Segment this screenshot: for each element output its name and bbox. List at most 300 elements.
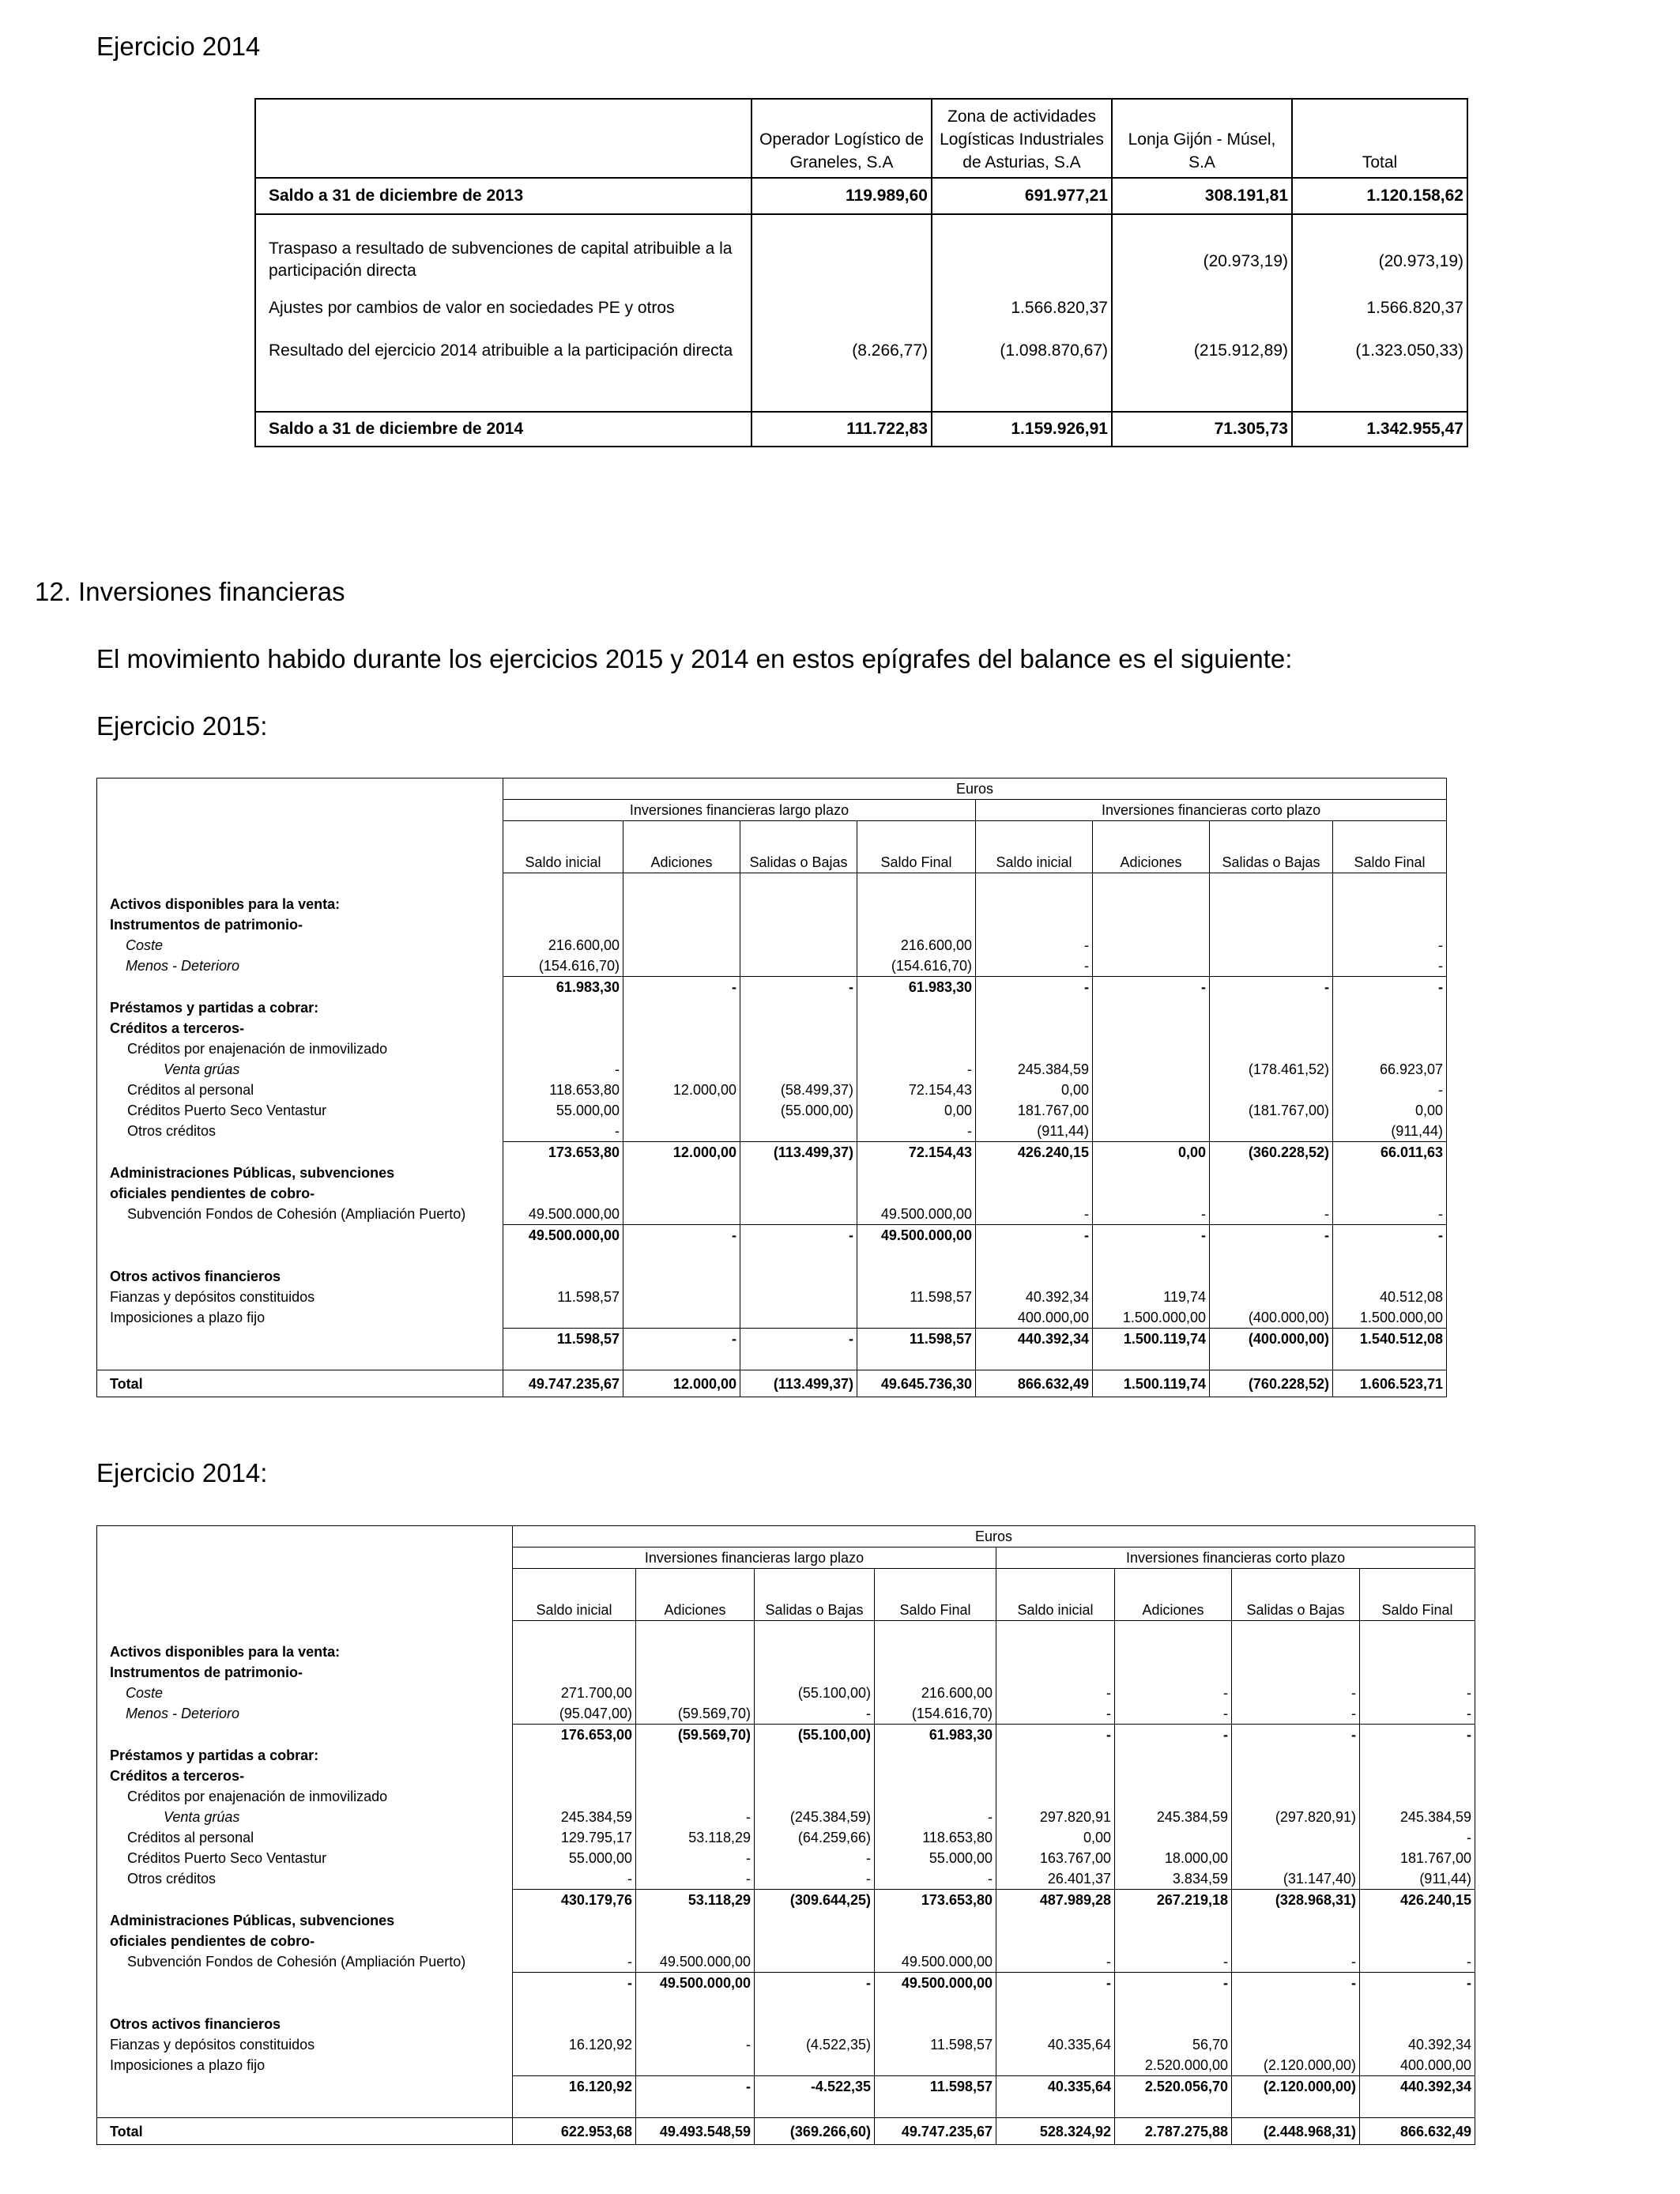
empty-cell (857, 873, 976, 895)
empty-cell (1232, 1931, 1360, 1951)
empty-cell (1232, 2014, 1360, 2034)
movement-table-2014 (96, 1525, 1475, 2145)
row-label: Créditos por enajenación de inmovilizado (97, 1786, 513, 1807)
corto-plazo-header: Inversiones financieras corto plazo (996, 1547, 1475, 1569)
empty-cell (513, 1745, 636, 1766)
empty-cell (1210, 914, 1333, 935)
cell: - (996, 1951, 1115, 1973)
empty-cell (875, 1993, 996, 2014)
empty-cell (857, 1266, 976, 1287)
cell (755, 2055, 875, 2076)
empty-cell (740, 1246, 857, 1266)
empty-cell (1115, 1745, 1232, 1766)
cell (623, 1100, 740, 1121)
col-header: Saldo inicial (503, 821, 623, 873)
cell: (911,44) (1333, 1121, 1447, 1142)
subtotal-cell: - (996, 1973, 1115, 1994)
empty-cell (1210, 1039, 1333, 1059)
empty-cell (1232, 1993, 1360, 2014)
row-label: Coste (97, 1683, 513, 1703)
cell: 2.520.000,00 (1115, 2055, 1232, 2076)
cell: (154.616,70) (503, 956, 623, 977)
cell: 55.000,00 (503, 1100, 623, 1121)
row-label: Administraciones Públicas, subvenciones (97, 1910, 513, 1931)
cell: - (857, 1059, 976, 1080)
empty-cell (1232, 1662, 1360, 1683)
subtotal-cell: (2.120.000,00) (1232, 2076, 1360, 2098)
empty-cell (755, 1993, 875, 2014)
empty-cell (875, 1910, 996, 1931)
cell: - (636, 1807, 755, 1827)
empty-cell (513, 1766, 636, 1786)
cell: (8.266,77) (751, 330, 932, 372)
col-header-zona: Zona de actividades Logísticas Industriales de Asturias, S.A (932, 99, 1112, 178)
col-header: Saldo Final (875, 1569, 996, 1621)
cell: (58.499,37) (740, 1080, 857, 1100)
subtotal-cell: (59.569,70) (636, 1725, 755, 1746)
empty-cell (503, 1266, 623, 1287)
empty-cell (97, 1725, 513, 1746)
cell: 119,74 (1093, 1287, 1210, 1307)
subtotal-cell: - (1093, 977, 1210, 998)
subtotal-cell: 49.500.000,00 (636, 1973, 755, 1994)
cell (1093, 1100, 1210, 1121)
cell: 400.000,00 (1360, 2055, 1475, 2076)
empty-cell (996, 1993, 1115, 2014)
row-label: Activos disponibles para la venta: (97, 1642, 513, 1662)
empty-cell (740, 1039, 857, 1059)
empty-cell (1360, 2097, 1475, 2118)
cell: 49.500.000,00 (636, 1951, 755, 1973)
empty-cell (1360, 1910, 1475, 1931)
cell (1210, 1287, 1333, 1307)
row-label: Préstamos y partidas a cobrar: (97, 997, 503, 1018)
subtotal-cell: 173.653,80 (503, 1142, 623, 1163)
empty-cell (1093, 873, 1210, 895)
subtotal-cell: 53.118,29 (636, 1890, 755, 1911)
cell: - (1360, 1683, 1475, 1703)
col-header: Salidas o Bajas (1232, 1569, 1360, 1621)
cell: 245.384,59 (1115, 1807, 1232, 1827)
empty-cell (755, 1662, 875, 1683)
cell (513, 2055, 636, 2076)
cell: 16.120,92 (513, 2034, 636, 2055)
empty-cell (875, 1786, 996, 1807)
cell: - (755, 1703, 875, 1725)
cell: 40.335,64 (996, 2034, 1115, 2055)
empty-cell (740, 1163, 857, 1183)
empty-cell (97, 2076, 513, 2098)
cell: 40.392,34 (1360, 2034, 1475, 2055)
col-header-total: Total (1292, 99, 1467, 178)
cell: 12.000,00 (623, 1080, 740, 1100)
subtotal-cell: 1.540.512,08 (1333, 1329, 1447, 1350)
empty-cell (1210, 1349, 1333, 1370)
row-label: Créditos a terceros- (97, 1766, 513, 1786)
empty-cell (996, 1745, 1115, 1766)
subtotal-cell: - (1232, 1973, 1360, 1994)
total-cell: 866.632,49 (1360, 2118, 1475, 2145)
total-cell: (2.448.968,31) (1232, 2118, 1360, 2145)
empty-cell (1333, 1246, 1447, 1266)
cell (636, 2055, 755, 2076)
subtotal-cell: 440.392,34 (1360, 2076, 1475, 2098)
cell: - (996, 1703, 1115, 1725)
cell: - (636, 1848, 755, 1868)
empty-cell (1210, 1018, 1333, 1039)
largo-plazo-header: Inversiones financieras largo plazo (513, 1547, 996, 1569)
subtotal-cell: 11.598,57 (875, 2076, 996, 2098)
row-label: oficiales pendientes de cobro- (97, 1931, 513, 1951)
cell (1210, 1080, 1333, 1100)
empty-cell (1232, 1745, 1360, 1766)
participation-table (254, 98, 1468, 447)
empty-cell (1333, 1183, 1447, 1204)
cell: (2.120.000,00) (1232, 2055, 1360, 2076)
subtotal-cell: 66.011,63 (1333, 1142, 1447, 1163)
cell: (178.461,52) (1210, 1059, 1333, 1080)
row-label: Otros activos financieros (97, 2014, 513, 2034)
cell: 0,00 (857, 1100, 976, 1121)
empty-cell (503, 873, 623, 895)
empty-cell (97, 1329, 503, 1350)
empty-cell (857, 1163, 976, 1183)
subtotal-cell: 49.500.000,00 (875, 1973, 996, 1994)
empty-cell (875, 2014, 996, 2034)
subtotal-cell: - (623, 1225, 740, 1246)
cell: 55.000,00 (513, 1848, 636, 1868)
subtotal-cell: 12.000,00 (623, 1142, 740, 1163)
cell: - (1093, 1204, 1210, 1225)
cell (751, 214, 932, 287)
subtotal-cell: - (623, 1329, 740, 1350)
row-label: Saldo a 31 de diciembre de 2013 (255, 178, 751, 214)
col-header: Saldo Final (1360, 1569, 1475, 1621)
empty-cell (1115, 1910, 1232, 1931)
subtotal-cell: 61.983,30 (875, 1725, 996, 1746)
row-label: Subvención Fondos de Cohesión (Ampliación Puerto) (97, 1204, 503, 1225)
row-label: Venta grúas (97, 1059, 503, 1080)
subtotal-cell: 61.983,30 (857, 977, 976, 998)
row-label: Imposiciones a plazo fijo (97, 1307, 503, 1329)
empty-cell (1115, 1786, 1232, 1807)
cell: 3.834,59 (1115, 1868, 1232, 1890)
heading-ejercicio-2014: Ejercicio 2014: (96, 1458, 268, 1487)
cell: (55.100,00) (755, 1683, 875, 1703)
subtotal-cell: - (623, 977, 740, 998)
empty-cell (740, 997, 857, 1018)
subtotal-cell: (309.644,25) (755, 1890, 875, 1911)
col-header: Salidas o Bajas (740, 821, 857, 873)
corner-cell (255, 99, 751, 178)
empty-cell (1333, 914, 1447, 935)
empty-cell (636, 1786, 755, 1807)
cell: 66.923,07 (1333, 1059, 1447, 1080)
cell: 691.977,21 (932, 178, 1112, 214)
cell: 0,00 (1333, 1100, 1447, 1121)
row-label: Otros créditos (97, 1121, 503, 1142)
total-cell: (760.228,52) (1210, 1370, 1333, 1397)
cell: - (1333, 935, 1447, 956)
subtotal-cell: 11.598,57 (503, 1329, 623, 1350)
cell: 49.500.000,00 (857, 1204, 976, 1225)
col-header: Adiciones (1115, 1569, 1232, 1621)
empty-cell (503, 1183, 623, 1204)
cell: (215.912,89) (1112, 330, 1292, 372)
cell: 245.384,59 (976, 1059, 1093, 1080)
cell: 40.392,34 (976, 1287, 1093, 1307)
row-label: Créditos al personal (97, 1827, 513, 1848)
empty-cell (513, 2097, 636, 2118)
heading-ejercicio-2014-top: Ejercicio 2014 (96, 32, 261, 61)
subtotal-cell: - (976, 977, 1093, 998)
empty-cell (996, 1931, 1115, 1951)
empty-cell (976, 914, 1093, 935)
empty-cell (636, 1931, 755, 1951)
cell: - (636, 2034, 755, 2055)
subtotal-cell: 40.335,64 (996, 2076, 1115, 2098)
cell: (95.047,00) (513, 1703, 636, 1725)
empty-cell (1210, 1266, 1333, 1287)
row-label: Imposiciones a plazo fijo (97, 2055, 513, 2076)
empty-cell (740, 1349, 857, 1370)
empty-cell (1333, 1349, 1447, 1370)
empty-cell (503, 1039, 623, 1059)
empty-cell (857, 997, 976, 1018)
row-label: Créditos Puerto Seco Ventastur (97, 1100, 503, 1121)
cell (755, 1951, 875, 1973)
cell: 1.566.820,37 (1292, 287, 1467, 330)
cell: 11.598,57 (503, 1287, 623, 1307)
cell: 129.795,17 (513, 1827, 636, 1848)
empty-cell (1360, 1931, 1475, 1951)
cell (996, 2055, 1115, 2076)
row-label: Fianzas y depósitos constituidos (97, 1287, 503, 1307)
cell: 181.767,00 (976, 1100, 1093, 1121)
cell: - (513, 1951, 636, 1973)
heading-ejercicio-2015: Ejercicio 2015: (96, 711, 268, 741)
empty-cell (1093, 1018, 1210, 1039)
empty-cell (1115, 1662, 1232, 1683)
euros-header: Euros (503, 778, 1447, 800)
cell: (911,44) (976, 1121, 1093, 1142)
cell: 49.500.000,00 (503, 1204, 623, 1225)
empty-cell (1360, 1621, 1475, 1642)
empty-cell (1232, 1910, 1360, 1931)
empty-cell (1210, 1246, 1333, 1266)
empty-cell (1115, 1621, 1232, 1642)
empty-cell (976, 894, 1093, 914)
cell: 1.500.000,00 (1093, 1307, 1210, 1329)
section-intro: El movimiento habido durante los ejercicios 2015 y 2014 en estos epígrafes del balance es el siguiente: (96, 644, 1293, 673)
empty-cell (513, 1993, 636, 2014)
cell (740, 1204, 857, 1225)
empty-cell (636, 2014, 755, 2034)
subtotal-cell: - (1232, 1725, 1360, 1746)
subtotal-cell: - (1333, 977, 1447, 998)
cell (1093, 935, 1210, 956)
cell: (154.616,70) (857, 956, 976, 977)
empty-cell (1210, 873, 1333, 895)
col-header: Adiciones (623, 821, 740, 873)
cell: - (1115, 1951, 1232, 1973)
empty-cell (857, 1018, 976, 1039)
cell: - (503, 1121, 623, 1142)
empty-cell (513, 1786, 636, 1807)
cell: 1.342.955,47 (1292, 412, 1467, 447)
subtotal-cell: 1.500.119,74 (1093, 1329, 1210, 1350)
subtotal-cell: (328.968,31) (1232, 1890, 1360, 1911)
cell: 1.120.158,62 (1292, 178, 1467, 214)
subtotal-cell: - (1333, 1225, 1447, 1246)
cell: 26.401,37 (996, 1868, 1115, 1890)
cell: - (1115, 1683, 1232, 1703)
empty-cell (996, 1766, 1115, 1786)
empty-cell (623, 1266, 740, 1287)
cell: 216.600,00 (503, 935, 623, 956)
row-label: Otros créditos (97, 1868, 513, 1890)
cell (740, 1307, 857, 1329)
total-cell: 528.324,92 (996, 2118, 1115, 2145)
empty-cell (857, 1246, 976, 1266)
empty-cell (1360, 1993, 1475, 2014)
subtotal-cell: - (513, 1973, 636, 1994)
empty-cell (1115, 1766, 1232, 1786)
cell: (4.522,35) (755, 2034, 875, 2055)
subtotal-cell: - (1210, 977, 1333, 998)
empty-cell (1210, 1183, 1333, 1204)
cell: (181.767,00) (1210, 1100, 1333, 1121)
empty-cell (1093, 894, 1210, 914)
empty-cell (1093, 1266, 1210, 1287)
cell: - (996, 1683, 1115, 1703)
empty-cell (623, 894, 740, 914)
subtotal-cell: 426.240,15 (1360, 1890, 1475, 1911)
empty-cell (513, 1910, 636, 1931)
empty-cell (97, 1142, 503, 1163)
row-label: Créditos por enajenación de inmovilizado (97, 1039, 503, 1059)
cell (1232, 1827, 1360, 1848)
empty-cell (976, 1183, 1093, 1204)
largo-plazo-header: Inversiones financieras largo plazo (503, 800, 976, 821)
empty-cell (740, 914, 857, 935)
row-label: Ajustes por cambios de valor en sociedades PE y otros (255, 287, 751, 330)
cell: (59.569,70) (636, 1703, 755, 1725)
total-cell: 49.493.548,59 (636, 2118, 755, 2145)
empty-cell (1210, 894, 1333, 914)
cell (623, 1287, 740, 1307)
subtotal-cell: (400.000,00) (1210, 1329, 1333, 1350)
cell (740, 1059, 857, 1080)
cell: 1.500.000,00 (1333, 1307, 1447, 1329)
empty-cell (1115, 2097, 1232, 2118)
empty-cell (1115, 1993, 1232, 2014)
subtotal-cell: 176.653,00 (513, 1725, 636, 1746)
empty-cell (996, 1642, 1115, 1662)
subtotal-cell: - (1360, 1973, 1475, 1994)
empty-cell (623, 1183, 740, 1204)
cell: (31.147,40) (1232, 1868, 1360, 1890)
total-cell: 49.747.235,67 (875, 2118, 996, 2145)
empty-cell (97, 1973, 513, 1994)
cell: - (1232, 1703, 1360, 1725)
cell: (400.000,00) (1210, 1307, 1333, 1329)
empty-cell (996, 1662, 1115, 1683)
cell (857, 1307, 976, 1329)
cell: 1.159.926,91 (932, 412, 1112, 447)
col-header: Adiciones (636, 1569, 755, 1621)
row-label: Instrumentos de patrimonio- (97, 1662, 513, 1683)
cell: 118.653,80 (875, 1827, 996, 1848)
cell: 71.305,73 (1112, 412, 1292, 447)
cell (740, 1287, 857, 1307)
total-cell: 49.645.736,30 (857, 1370, 976, 1397)
empty-cell (1093, 1163, 1210, 1183)
subtotal-cell: 72.154,43 (857, 1142, 976, 1163)
empty-cell (1115, 1931, 1232, 1951)
cell: (1.098.870,67) (932, 330, 1112, 372)
subtotal-cell: - (1115, 1973, 1232, 1994)
empty-cell (636, 1910, 755, 1931)
empty-cell (97, 1993, 513, 2014)
subtotal-cell: - (740, 977, 857, 998)
empty-cell (976, 1163, 1093, 1183)
empty-cell (503, 1349, 623, 1370)
empty-cell (1232, 1766, 1360, 1786)
empty-cell (1093, 914, 1210, 935)
cell: (20.973,19) (1292, 214, 1467, 287)
empty-cell (1232, 2097, 1360, 2118)
empty-cell (513, 1642, 636, 1662)
empty-cell (1093, 1183, 1210, 1204)
cell (623, 935, 740, 956)
cell (740, 1121, 857, 1142)
empty-cell (1093, 1039, 1210, 1059)
cell: - (875, 1868, 996, 1890)
cell (1112, 287, 1292, 330)
empty-cell (97, 2097, 513, 2118)
empty-cell (976, 1039, 1093, 1059)
row-label: Resultado del ejercicio 2014 atribuible a la participación directa (255, 330, 751, 372)
subtotal-cell: -4.522,35 (755, 2076, 875, 2098)
cell: - (636, 1868, 755, 1890)
empty-cell (996, 2014, 1115, 2034)
col-header: Salidas o Bajas (755, 1569, 875, 1621)
empty-cell (636, 1766, 755, 1786)
cell: (1.323.050,33) (1292, 330, 1467, 372)
empty-cell (875, 1642, 996, 1662)
cell (1232, 2034, 1360, 2055)
empty-cell (875, 1766, 996, 1786)
subtotal-cell: (360.228,52) (1210, 1142, 1333, 1163)
subtotal-cell: 0,00 (1093, 1142, 1210, 1163)
subtotal-cell: 2.520.056,70 (1115, 2076, 1232, 2098)
empty-cell (1333, 1018, 1447, 1039)
cell: - (1333, 956, 1447, 977)
subtotal-cell: 487.989,28 (996, 1890, 1115, 1911)
empty-cell (976, 1266, 1093, 1287)
empty-cell (636, 1621, 755, 1642)
empty-cell (755, 1910, 875, 1931)
empty-cell (1333, 1039, 1447, 1059)
subtotal-cell: (55.100,00) (755, 1725, 875, 1746)
empty-cell (513, 2014, 636, 2034)
cell: 11.598,57 (857, 1287, 976, 1307)
cell: - (1360, 1951, 1475, 1973)
cell: 18.000,00 (1115, 1848, 1232, 1868)
total-label: Total (97, 1370, 503, 1397)
empty-cell (1232, 1786, 1360, 1807)
